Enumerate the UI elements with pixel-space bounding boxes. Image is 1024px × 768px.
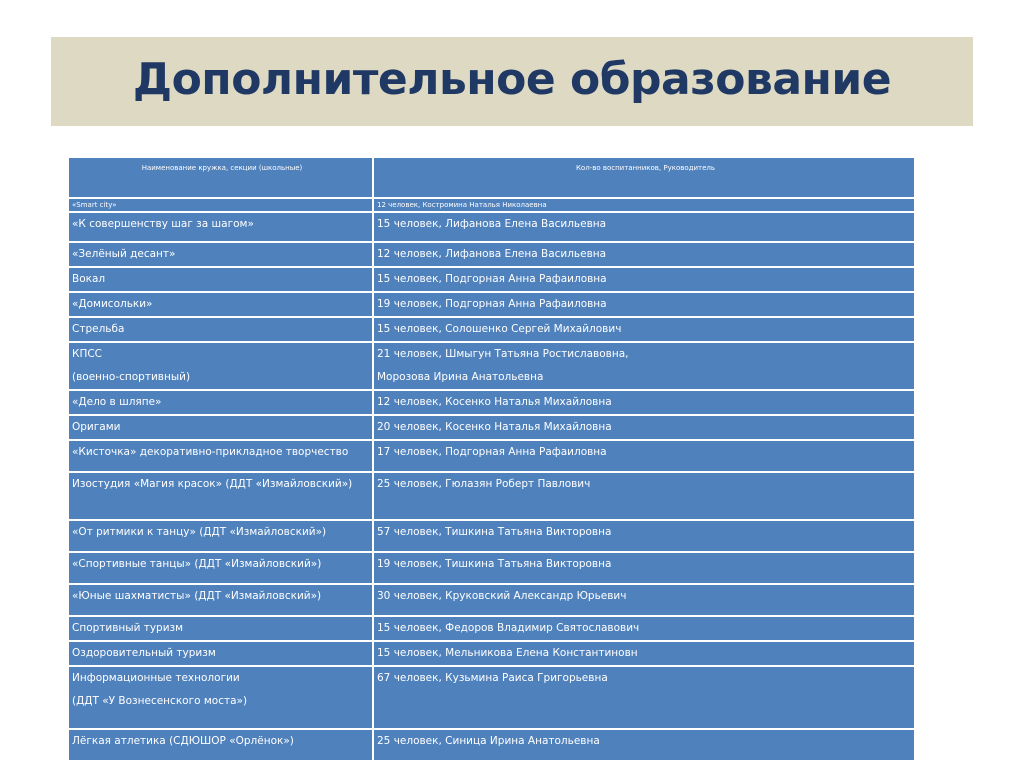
club-name-text: «К совершенству шаг за шагом» [72,218,254,230]
club-name-text: Стрельба [72,323,125,335]
count-leader-cell [373,317,915,342]
table-row [68,342,915,390]
slide-title: Дополнительное образование [132,54,892,105]
count-leader-text: 12 человек, Лифанова Елена Васильевна [377,248,607,260]
count-leader-text: 15 человек, Федоров Владимир Святославович [377,622,640,634]
club-name-text: (военно-спортивный) [72,371,191,383]
title-band [51,37,973,126]
table-row [68,440,915,472]
count-leader-cell [373,390,915,415]
count-leader-cell [373,267,915,292]
count-leader-cell [373,242,915,267]
count-leader-text: 67 человек, Кузьмина Раиса Григорьевна [377,672,608,684]
count-leader-text: 20 человек, Косенко Наталья Михайловна [377,421,612,433]
count-leader-cell [373,440,915,472]
count-leader-cell [373,520,915,552]
table-row [68,641,915,666]
club-name-cell [68,440,373,472]
count-leader-text: 57 человек, Тишкина Татьяна Викторовна [377,526,612,538]
club-name-text: (ДДТ «У Вознесенского моста») [72,695,248,707]
table-row [68,415,915,440]
club-name-cell [68,242,373,267]
club-name-cell [68,267,373,292]
table-row [68,552,915,584]
count-leader-text: 15 человек, Лифанова Елена Васильевна [377,218,607,230]
table-row [68,292,915,317]
table-row [68,520,915,552]
count-leader-cell [373,342,915,390]
club-name-cell [68,616,373,641]
count-leader-text: 15 человек, Мельникова Елена Константиновн [377,647,638,659]
club-name-text: Изостудия «Магия красок» (ДДТ «Измайловский») [72,478,353,490]
club-name-text: «Smart city» [72,201,117,209]
table-row [68,472,915,520]
club-name-text: «Спортивные танцы» (ДДТ «Измайловский») [72,558,322,570]
count-leader-text: 25 человек, Синица Ирина Анатольевна [377,735,600,747]
club-name-text: «Дело в шляпе» [72,396,162,408]
table-row [68,729,915,761]
club-name-cell [68,415,373,440]
club-name-cell [68,729,373,761]
club-name-text: «От ритмики к танцу» (ДДТ «Измайловский») [72,526,327,538]
clubs-table [67,156,916,762]
count-leader-text: 12 человек, Костромина Наталья Николаевна [377,201,547,209]
count-leader-text: 30 человек, Круковский Александр Юрьевич [377,590,627,602]
club-name-text: «Кисточка» декоративно-прикладное творчество [72,446,349,458]
count-leader-cell [373,729,915,761]
table-row [68,242,915,267]
count-leader-text: 19 человек, Тишкина Татьяна Викторовна [377,558,612,570]
club-name-text: Спортивный туризм [72,622,184,634]
count-leader-text: 12 человек, Косенко Наталья Михайловна [377,396,612,408]
count-leader-cell [373,641,915,666]
count-leader-cell [373,292,915,317]
table-row [68,267,915,292]
club-name-text: Вокал [72,273,106,285]
club-name-cell [68,552,373,584]
count-leader-cell [373,584,915,616]
club-name-cell [68,198,373,212]
club-name-cell [68,292,373,317]
header-count-leader: Кол-во воспитанников, Руководитель [373,157,915,198]
club-name-text: «Домисольки» [72,298,153,310]
club-name-cell [68,390,373,415]
club-name-text: «Юные шахматисты» (ДДТ «Измайловский») [72,590,322,602]
count-leader-cell [373,552,915,584]
table-header-row [68,157,915,198]
count-leader-text: 17 человек, Подгорная Анна Рафаиловна [377,446,607,458]
count-leader-text: 15 человек, Солошенко Сергей Михайлович [377,323,622,335]
count-leader-text: 15 человек, Подгорная Анна Рафаиловна [377,273,607,285]
club-name-cell [68,342,373,390]
table-row [68,666,915,729]
count-leader-cell [373,472,915,520]
club-name-cell [68,641,373,666]
club-name-text: «Зелёный десант» [72,248,176,260]
count-leader-text: 19 человек, Подгорная Анна Рафаиловна [377,298,607,310]
table-row [68,584,915,616]
club-name-cell [68,317,373,342]
count-leader-cell [373,415,915,440]
count-leader-cell [373,212,915,242]
table-row [68,317,915,342]
count-leader-text: 25 человек, Гюлазян Роберт Павлович [377,478,591,490]
club-name-cell [68,584,373,616]
club-name-cell [68,472,373,520]
club-name-text: Оригами [72,421,121,433]
count-leader-text: Морозова Ирина Анатольевна [377,371,544,383]
club-name-text: Информационные технологии [72,672,240,684]
table-row [68,616,915,641]
club-name-text: Лёгкая атлетика (СДЮШОР «Орлёнок») [72,735,294,747]
club-name-cell [68,212,373,242]
table-row [68,212,915,242]
table-row [68,198,915,212]
club-name-cell [68,666,373,729]
club-name-cell [68,520,373,552]
count-leader-text: 21 человек, Шмыгун Татьяна Ростиславовна, [377,348,629,360]
count-leader-cell [373,666,915,729]
count-leader-cell [373,198,915,212]
header-club-name: Наименование кружка, секции (школьные) [68,157,373,198]
club-name-text: КПСС [72,348,103,360]
club-name-text: Оздоровительный туризм [72,647,216,659]
count-leader-cell [373,616,915,641]
table-row [68,390,915,415]
